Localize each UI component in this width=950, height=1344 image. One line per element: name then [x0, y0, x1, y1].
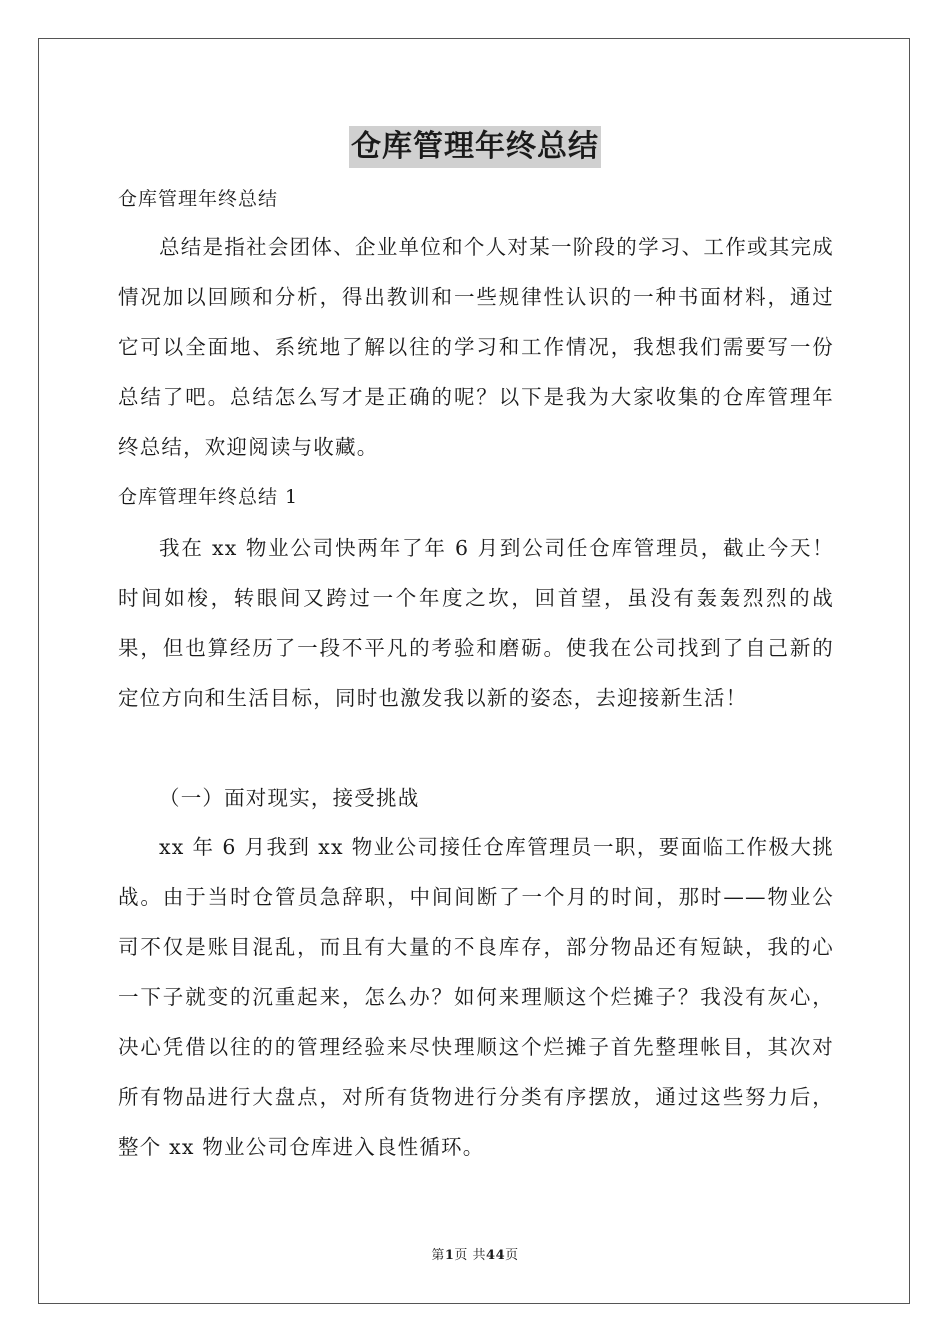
body-paragraph: 我在 xx 物业公司快两年了年 6 月到公司任仓库管理员，截止今天！时间如梭，转眼间又跨过一个年度之坎，回首望，虽没有轰轰烈烈的战果，但也算经历了一段不平凡的考验和磨砺。使我在公司找到了自己新的定位方向和生活目标，同时也激发我以新的姿态，去迎接新生活！	[118, 536, 834, 710]
body-paragraph: xx 年 6 月我到 xx 物业公司接任仓库管理员一职，要面临工作极大挑战。由于当时仓管员急辞职，中间间断了一个月的时间，那时——物业公司不仅是账目混乱，而且有大量的不良库存，部分物品还有短缺，我的心一下子就变的沉重起来，怎么办？如何来理顺这个烂摊子？我没有灰心，决心凭借以往的的管理经验来尽快理顺这个烂摊子首先整理帐目，其次对所有物品进行大盘点，对所有货物进行分类有序摆放，通过这些努力后，整个 xx 物业公司仓库进入良性循环。	[118, 835, 834, 1159]
footer-suffix: 页	[505, 1248, 519, 1263]
footer-total-pages: 44	[486, 1248, 506, 1263]
footer-current-page: 1	[444, 1248, 455, 1263]
title-container	[0, 126, 950, 168]
subheading: （一）面对现实，接受挑战	[159, 786, 420, 810]
page-footer	[0, 1247, 950, 1265]
intro-paragraph: 总结是指社会团体、企业单位和个人对某一阶段的学习、工作或其完成情况加以回顾和分析，得出教训和一些规律性认识的一种书面材料，通过它可以全面地、系统地了解以往的学习和工作情况，我想我们需要写一份总结了吧。总结怎么写才是正确的呢？以下是我为大家收集的仓库管理年终总结，欢迎阅读与收藏。	[118, 235, 834, 459]
document-subtitle: 仓库管理年终总结	[118, 188, 279, 210]
document-title: 仓库管理年终总结	[349, 126, 601, 168]
section-heading: 仓库管理年终总结 1	[118, 486, 299, 508]
footer-prefix: 第	[431, 1248, 445, 1263]
footer-mid: 页 共	[454, 1248, 487, 1263]
